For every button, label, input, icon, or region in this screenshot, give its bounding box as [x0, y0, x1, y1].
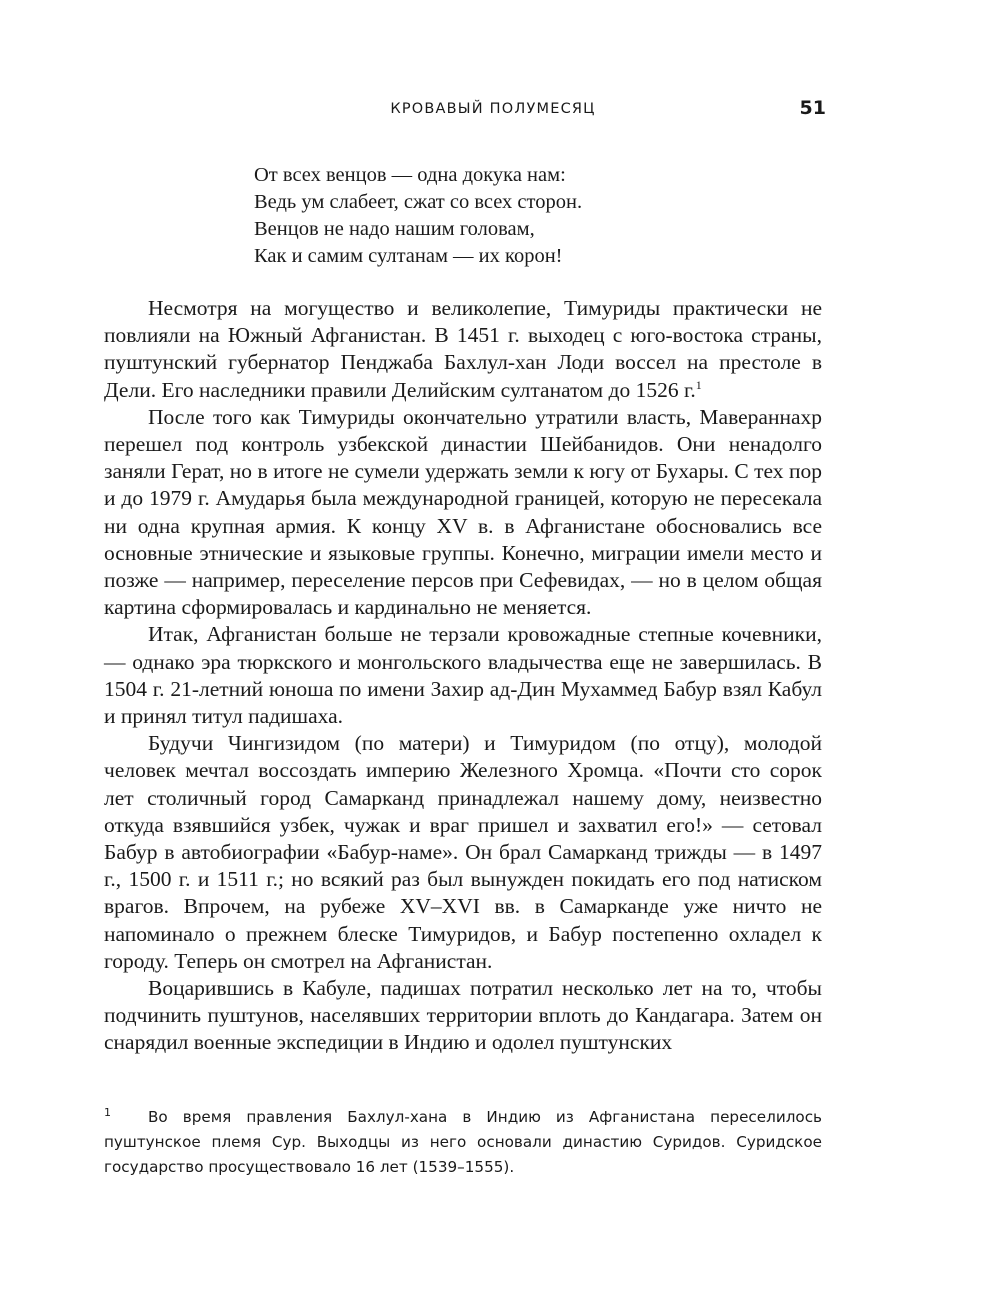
poem-epigraph [254, 162, 714, 270]
running-title: КРОВАВЫЙ ПОЛУМЕСЯЦ [390, 101, 596, 117]
body-text [104, 295, 822, 1057]
poem-line: Венцов не надо нашим головам, [254, 218, 535, 240]
poem-line: От всех венцов — одна докука нам: [254, 164, 566, 186]
footnote: 1 Во время правления Бахлул-хана в Индию из Афганистана переселилось пуштунское племя Сур. Выходцы из него основали династию Суридов. Суридское государство просуществовало 16 лет (1539–1555). [104, 1105, 822, 1176]
paragraph: Воцарившись в Кабуле, падишах потратил несколько лет на то, чтобы подчинить пуштунов, населявших территории вплоть до Кандагара. Затем он снарядил военные экспедиции в Индию и одолел пуштунских [104, 976, 822, 1055]
page-number: 51 [799, 97, 826, 119]
footnote-reference: 1 [695, 377, 702, 392]
paragraph: Будучи Чингизидом (по матери) и Тимуридом (по отцу), молодой человек мечтал воссоздать империю Железного Хромца. «Почти сто сорок лет столичный город Самарканд принадлежал нашему дому, неизвестно откуда взявшийся узбек, чужак и враг пришел и захватил его!» — сетовал Бабур в автобиографии «Бабур-наме». Он брал Самарканд трижды — в 1497 г., 1500 г. и 1511 г.; но всякий раз был вынужден покидать его под натиском врагов. Впрочем, на рубеже XV–XVI вв. в Самарканде уже ничто не напоминало о прежнем блеске Тимуридов, и Бабур постепенно охладел к городу. Теперь он смотрел на Афганистан. [104, 731, 822, 973]
poem-line: Ведь ум слабеет, сжат со всех сторон. [254, 191, 583, 213]
footnote-text: Во время правления Бахлул-хана в Индию из Афганистана переселилось пуштунское племя Сур. Выходцы из него основали династию Суридов. Суридское государство просуществовало 16 лет (1539–1555). [104, 1108, 822, 1176]
paragraph-text: Несмотря на могущество и великолепие, Тимуриды практически не повлияли на Южный Афганистан. В 1451 г. выходец с юго-востока страны, пуштунский губернатор Пенджаба Бахлул-хан Лоди воссел на престоле в Дели. Его наследники правили Делийским султанатом до 1526 г. [104, 296, 822, 402]
poem-line: Как и самим султанам — их корон! [254, 245, 563, 267]
paragraph: Итак, Афганистан больше не терзали кровожадные степные кочевники, — однако эра тюркского и монгольского владычества еще не завершилась. В 1504 г. 21-летний юноша по имени Захир ад-Дин Мухаммед Бабур взял Кабул и принял титул падишаха. [104, 622, 822, 729]
paragraph [104, 295, 822, 404]
paragraph: После того как Тимуриды окончательно утратили власть, Мавераннахр перешел под контроль узбекской династии Шейбанидов. Они ненадолго заняли Герат, но в итоге не сумели удержать земли к югу от Бухары. С тех пор и до 1979 г. Амударья была международной границей, которую не пересекала ни одна крупная армия. К концу XV в. в Афганистане обосновались все основные этнические и языковые группы. Конечно, миграции имели место и позже — например, переселение персов при Сефевидах, — но в целом общая картина сформировалась и кардинально не меняется. [104, 404, 822, 620]
